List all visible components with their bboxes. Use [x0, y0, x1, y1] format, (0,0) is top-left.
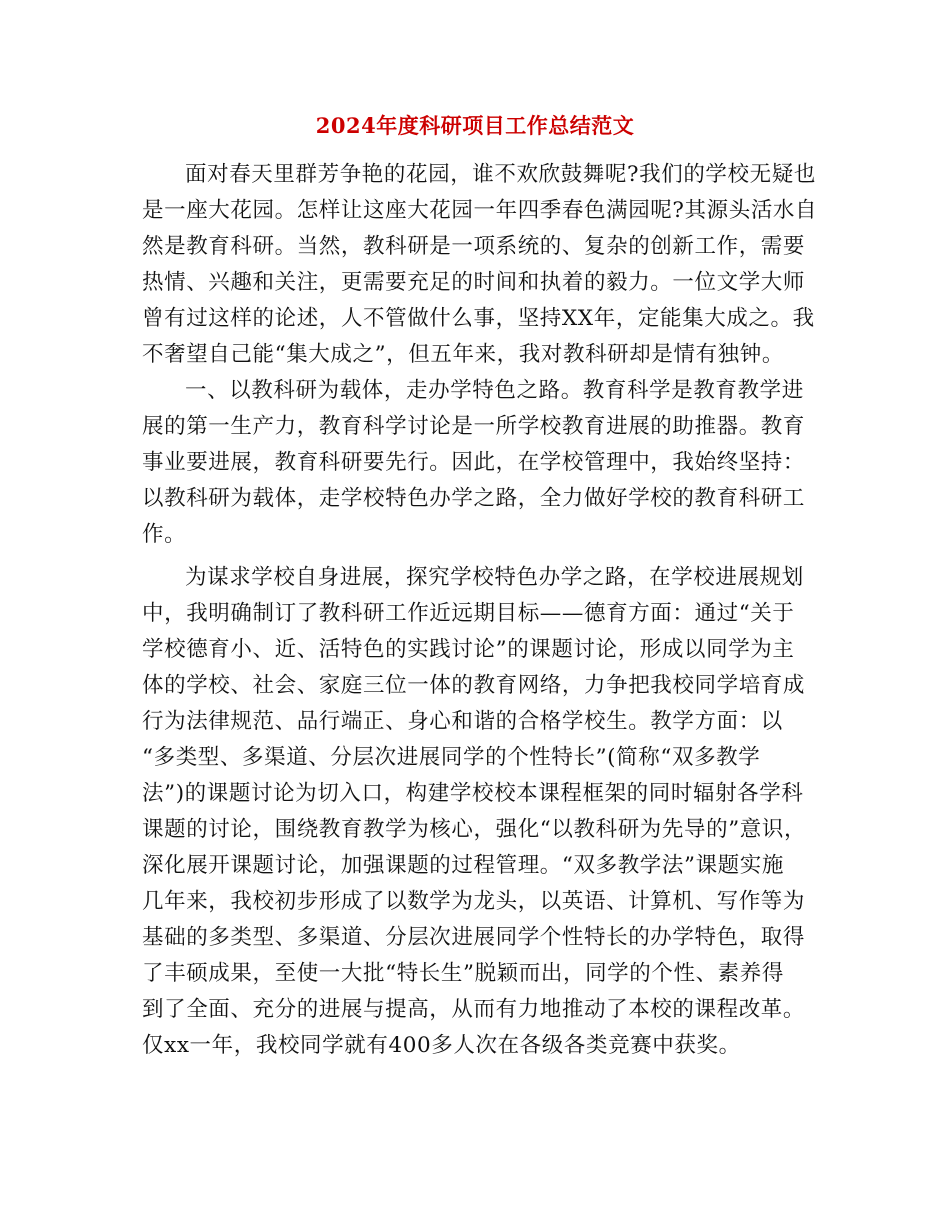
paragraph-3-line-14: 仅xx一年，我校同学就有400多人次在各级各类竞赛中获奖。 [142, 1033, 741, 1058]
paragraph-2-line-2: 展的第一生产力，教育科学讨论是一所学校教育进展的助推器。教育 [142, 414, 806, 439]
paragraph-2-line-4: 以教科研为载体，走学校特色办学之路，全力做好学校的教育科研工 [142, 486, 806, 511]
paragraph-3-line-7: 法”)的课题讨论为切入口，构建学校校本课程框架的同时辐射各学科 [142, 781, 804, 806]
paragraph-3-line-11: 基础的多类型、多渠道、分层次进展同学个性特长的办学特色，取得 [142, 925, 806, 950]
paragraph-2-line-5: 作。 [142, 522, 187, 547]
paragraph-3-line-6: “多类型、多渠道、分层次进展同学的个性特长”(简称“双多教学 [142, 745, 761, 770]
paragraph-3-line-12: 了丰硕成果，至使一大批“特长生”脱颖而出，同学的个性、素养得 [142, 961, 784, 986]
document-title: 2024年度科研项目工作总结范文 [315, 113, 635, 138]
paragraph-2-line-1: 一、以教科研为载体，走办学特色之路。教育科学是教育教学进 [185, 378, 804, 403]
paragraph-3-line-4: 体的学校、社会、家庭三位一体的教育网络，力争把我校同学培育成 [142, 673, 806, 698]
paragraph-2-line-3: 事业要进展，教育科研要先行。因此，在学校管理中，我始终坚持： [142, 450, 806, 475]
paragraph-3-line-10: 几年来，我校初步形成了以数学为龙头，以英语、计算机、写作等为 [142, 889, 806, 914]
paragraph-3-line-13: 到了全面、充分的进展与提高，从而有力地推动了本校的课程改革。 [142, 997, 806, 1022]
paragraph-1-line-6: 不奢望自己能“集大成之”，但五年来，我对教科研却是情有独钟。 [142, 342, 784, 367]
paragraph-3-line-2: 中，我明确制订了教科研工作近远期目标——德育方面：通过“关于 [142, 601, 795, 626]
paragraph-1-line-3: 然是教育科研。当然，教科研是一项系统的、复杂的创新工作，需要 [142, 234, 806, 259]
paragraph-1-line-1: 面对春天里群芳争艳的花园，谁不欢欣鼓舞呢?我们的学校无疑也 [185, 162, 816, 187]
paragraph-3-line-3: 学校德育小、近、活特色的实践讨论”的课题讨论，形成以同学为主 [142, 637, 795, 662]
paragraph-3-line-5: 行为法律规范、品行端正、身心和谐的合格学校生。教学方面：以 [142, 709, 783, 734]
paragraph-1-line-5: 曾有过这样的论述，人不管做什么事，坚持XX年，定能集大成之。我 [142, 306, 815, 331]
paragraph-3-line-8: 课题的讨论，围绕教育教学为核心，强化“以教科研为先导的”意识， [142, 817, 807, 842]
paragraph-1-line-2: 是一座大花园。怎样让这座大花园一年四季春色满园呢?其源头活水自 [142, 198, 818, 223]
paragraph-1-line-4: 热情、兴趣和关注，更需要充足的时间和执着的毅力。一位文学大师 [142, 270, 806, 295]
paragraph-3-line-1: 为谋求学校自身进展，探究学校特色办学之路，在学校进展规划 [185, 565, 804, 590]
paragraph-3-line-9: 深化展开课题讨论，加强课题的过程管理。“双多教学法”课题实施 [142, 853, 784, 878]
